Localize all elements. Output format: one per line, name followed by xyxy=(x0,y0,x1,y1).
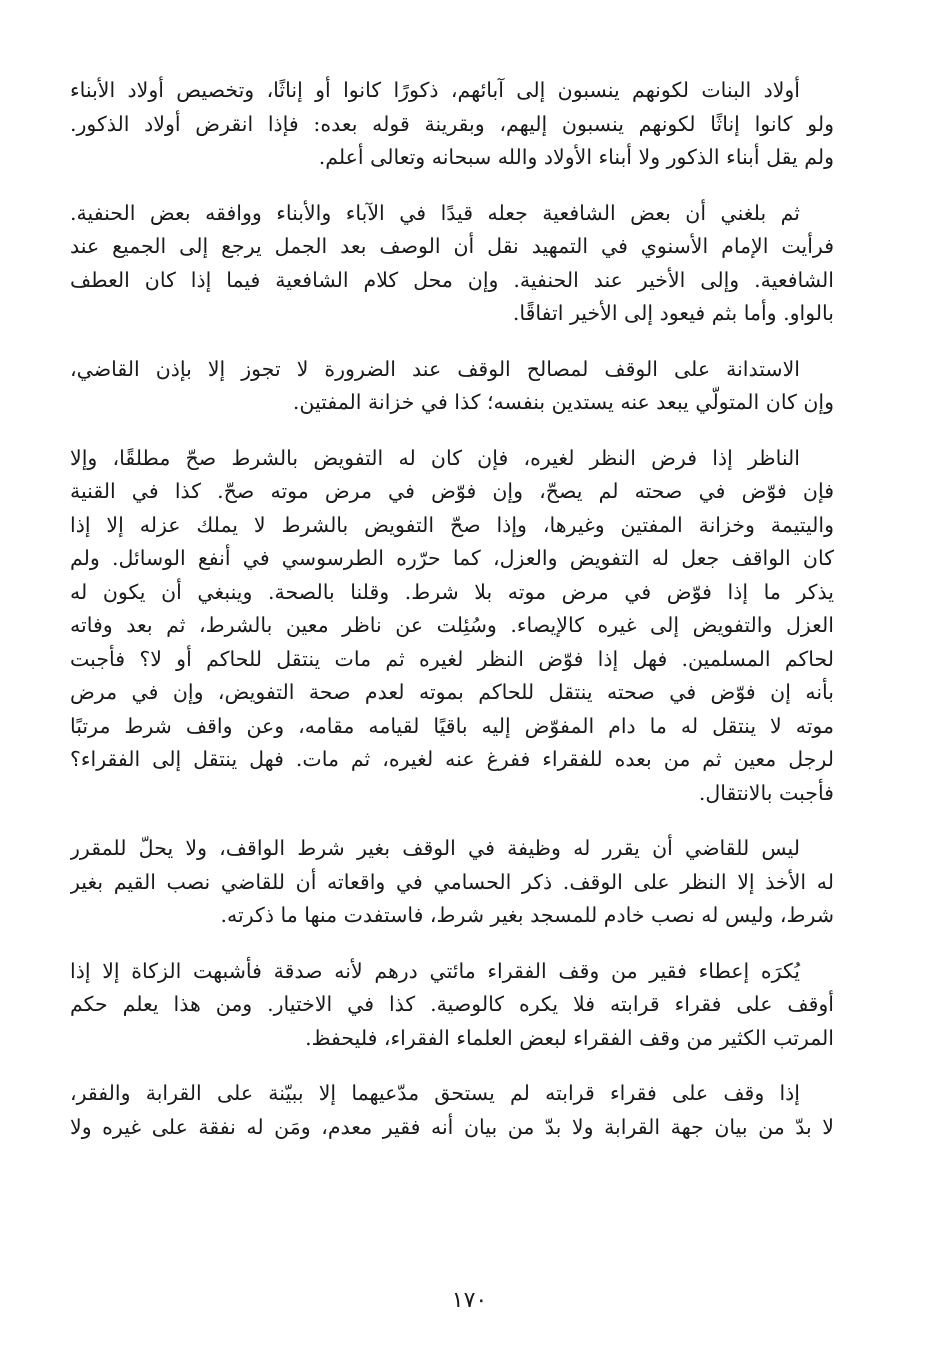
document-page xyxy=(70,74,834,1166)
paragraph xyxy=(70,832,834,933)
paragraph xyxy=(70,442,834,811)
text-line: واليتيمة وخزانة المفتين وغيرها، وإذا صحّ التفويض بالشرط لا يملك عزله إلا إذا xyxy=(70,512,834,537)
text-line: شرط، وليس له نصب خادم للمسجد بغير شرط، فاستفدت منها ما ذكرته. xyxy=(220,903,834,927)
page-number: ١٧٠ xyxy=(451,1288,488,1313)
text-line: أولاد البنات لكونهم ينسبون إلى آبائهم، ذكورًا كانوا أو إناثًا، وتخصيص أولاد الأبناء xyxy=(70,78,800,102)
text-line: موته لا ينتقل له ما دام المفوّض إليه باقيًا لقيامه مقامه، وعن واقف شرط مرتبًا xyxy=(70,713,834,738)
text-line: فرأيت الإمام الأسنوي في التمهيد نقل أن الوصف بعد الجمل يرجع إلى الجميع عند xyxy=(70,234,834,258)
text-line: يذكر ما إذا فوّض في مرض موته بلا شرط. وقلنا بالصحة. وينبغي أن يكون له xyxy=(70,579,834,604)
text-line: إذا وقف على فقراء قرابته لم يستحق مدّعيهما إلا ببيّنة على القرابة والفقر، xyxy=(70,1081,800,1105)
text-line: المرتب الكثير من وقف الفقراء لبعض العلماء الفقراء، فليحفظ. xyxy=(305,1025,834,1050)
text-line: كان الواقف جعل له التفويض والعزل، كما حرّره الطرسوسي في أنفع الوسائل. ولم xyxy=(70,546,834,570)
text-line: فأجبت بالانتقال. xyxy=(698,780,834,805)
text-line: ولم يقل أبناء الذكور ولا أبناء الأولاد والله سبحانه وتعالى أعلم. xyxy=(318,145,834,169)
text-line: ليس للقاضي أن يقرر له وظيفة في الوقف بغير شرط الواقف، ولا يحلّ للمقرر xyxy=(70,836,800,860)
text-line: بأنه إن فوّض في صحته ينتقل للحاكم بموته لعدم صحة التفويض، وإن في مرض xyxy=(70,680,834,704)
text-line: له الأخذ إلا النظر على الوقف. ذكر الحسامي في واقعاته أن للقاضي نصب القيم بغير xyxy=(70,869,834,894)
text-line: الاستدانة على الوقف لمصالح الوقف عند الضرورة لا تجوز إلا بإذن القاضي، xyxy=(70,356,800,381)
text-line: يُكرَه إعطاء فقير من وقف الفقراء مائتي درهم لأنه صدقة فأشبهت الزكاة إلا إذا xyxy=(70,958,800,983)
text-line: فإن فوّض في صحته لم يصحّ، وإن فوّض في مرض موته صحّ. كذا في القنية xyxy=(70,479,834,503)
text-line: العزل والتفويض إلى غيره كالإيصاء. وسُئِلت عن ناظر معين بالشرط، ثم بعد وفاته xyxy=(70,613,834,637)
text-line: لرجل معين ثم من بعده للفقراء ففرغ عنه لغيره، ثم مات. فهل ينتقل إلى الفقراء؟ xyxy=(70,747,834,771)
text-line: ولو كانوا إناثًا لكونهم ينسبون إليهم، وبقرينة قوله بعده: فإذا انقرض أولاد الذكور. xyxy=(70,111,834,136)
paragraph xyxy=(70,74,834,175)
paragraph xyxy=(70,197,834,331)
text-line: بالواو. وأما بثم فيعود إلى الأخير اتفاقًا. xyxy=(512,301,834,325)
text-line: وإن كان المتولّي يبعد عنه يستدين بنفسه؛ كذا في خزانة المفتين. xyxy=(292,390,834,414)
paragraph xyxy=(70,1077,834,1144)
text-line: لا بدّ من بيان جهة القرابة ولا بدّ من بيان أنه فقير معدم، ومَن له نفقة على غيره ولا xyxy=(70,1114,834,1139)
text-line: أوقف على فقراء قرابته فلا يكره كالوصية. كذا في الاختيار. ومن هذا يعلم حكم xyxy=(70,992,834,1016)
text-line: ثم بلغني أن بعض الشافعية جعله قيدًا في الآباء والأبناء ووافقه بعض الحنفية. xyxy=(70,200,800,225)
paragraph xyxy=(70,955,834,1056)
text-line: الشافعية. وإلى الأخير عند الحنفية. وإن محل كلام الشافعية فيما إذا كان العطف xyxy=(70,267,834,292)
paragraph xyxy=(70,353,834,420)
text-line: الناظر إذا فرض النظر لغيره، فإن كان له التفويض بالشرط صحّ مطلقًا، وإلا xyxy=(70,445,800,470)
text-line: لحاكم المسلمين. فهل إذا فوّض النظر لغيره ثم مات ينتقل للحاكم أو لا؟ فأجبت xyxy=(70,646,834,671)
